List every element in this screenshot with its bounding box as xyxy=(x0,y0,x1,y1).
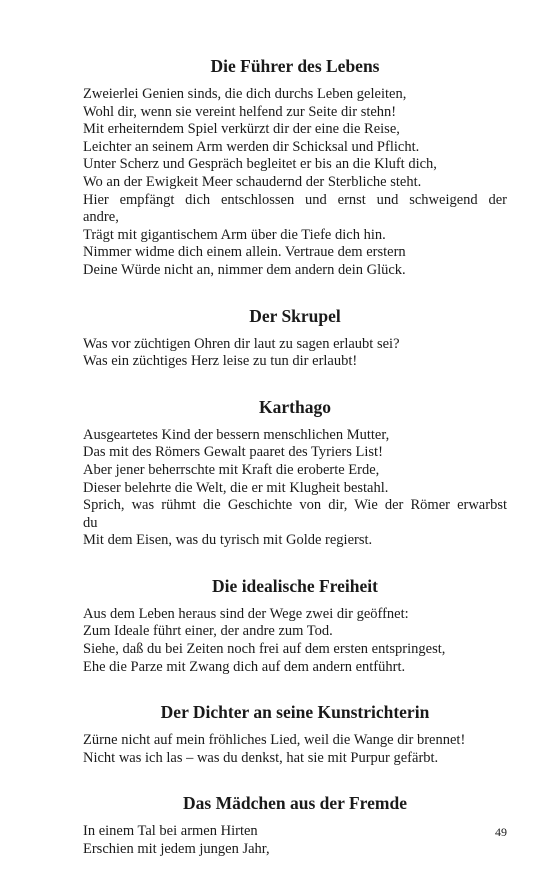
poem-line: Wo an der Ewigkeit Meer schaudernd der Sterbliche steht. xyxy=(83,173,422,190)
poem-line: Hier empfängt dich entschlossen und ernst und schweigend der xyxy=(83,191,507,208)
poem-title: Die idealische Freiheit xyxy=(212,575,378,596)
poem-fuehrer-des-lebens xyxy=(83,55,507,280)
poem-title: Das Mädchen aus der Fremde xyxy=(183,793,407,814)
poem-title: Karthago xyxy=(259,396,331,417)
poem-line: Zweierlei Genien sinds, die dich durchs Leben geleiten, xyxy=(83,86,407,102)
poem-line: Wohl dir, wenn sie vereint helfend zur Seite dir stehn! xyxy=(83,103,397,120)
poem-line: Trägt mit gigantischem Arm über die Tiefe dich hin. xyxy=(83,226,386,243)
poem-line: Aber jener beherrschte mit Kraft die eroberte Erde, xyxy=(83,461,380,478)
poem-line: du xyxy=(83,514,98,531)
poem-line: Was vor züchtigen Ohren dir laut zu sagen erlaubt sei? xyxy=(83,335,400,352)
poem-line: Leichter an seinem Arm werden dir Schicksal und Pflicht. xyxy=(83,138,420,155)
poem-line: Siehe, daß du bei Zeiten noch frei auf dem ersten entspringest, xyxy=(83,641,446,658)
poem-line: Sprich, was rühmt die Geschichte von dir, Wie der Römer erwarbst xyxy=(83,497,507,514)
poem-line: Deine Würde nicht an, nimmer dem andern dein Glück. xyxy=(83,261,406,278)
poem-line: Nimmer widme dich einem allein. Vertraue dem erstern xyxy=(83,244,406,261)
poem-line: Das mit des Römers Gewalt paaret des Tyriers List! xyxy=(83,444,383,461)
poem-line: andre, xyxy=(83,209,119,226)
poem-line: In einem Tal bei armen Hirten xyxy=(83,823,258,840)
poem-line: Aus dem Leben heraus sind der Wege zwei dir geöffnet: xyxy=(83,605,409,622)
poem-skrupel xyxy=(83,305,507,371)
poem-line: Was ein züchtiges Herz leise zu tun dir erlaubt! xyxy=(83,353,358,370)
poem-line: Erschien mit jedem jungen Jahr, xyxy=(83,841,270,858)
poem-title: Der Dichter an seine Kunstrichterin xyxy=(160,702,430,723)
poem-title: Der Skrupel xyxy=(249,305,341,326)
poem-line: Mit erheiterndem Spiel verkürzt dir der eine die Reise, xyxy=(83,121,400,138)
poem-line: Unter Scherz und Gespräch begleitet er bis an die Kluft dich, xyxy=(83,156,437,173)
poem-karthago xyxy=(83,396,507,550)
poem-title: Die Führer des Lebens xyxy=(210,56,380,76)
book-page xyxy=(83,55,507,884)
poem-line: Zürne nicht auf mein fröhliches Lied, weil die Wange dir brennet! xyxy=(83,732,466,749)
poem-idealische-freiheit xyxy=(83,575,507,676)
poem-line: Ehe die Parze mit Zwang dich auf dem andern entführt. xyxy=(83,658,406,675)
poem-maedchen-aus-der-fremde xyxy=(83,792,507,858)
poem-line: Dieser belehrte die Welt, die er mit Klugheit bestahl. xyxy=(83,479,389,496)
poem-line: Mit dem Eisen, was du tyrisch mit Golde regierst. xyxy=(83,532,373,549)
page-number: 49 xyxy=(495,825,507,839)
poem-dichter-an-kunstrichterin xyxy=(83,701,507,767)
poem-line: Zum Ideale führt einer, der andre zum Tod. xyxy=(83,623,333,640)
poem-line: Nicht was ich las – was du denkst, hat sie mit Purpur gefärbt. xyxy=(83,749,439,766)
poem-line: Ausgeartetes Kind der bessern menschlichen Mutter, xyxy=(83,426,390,443)
